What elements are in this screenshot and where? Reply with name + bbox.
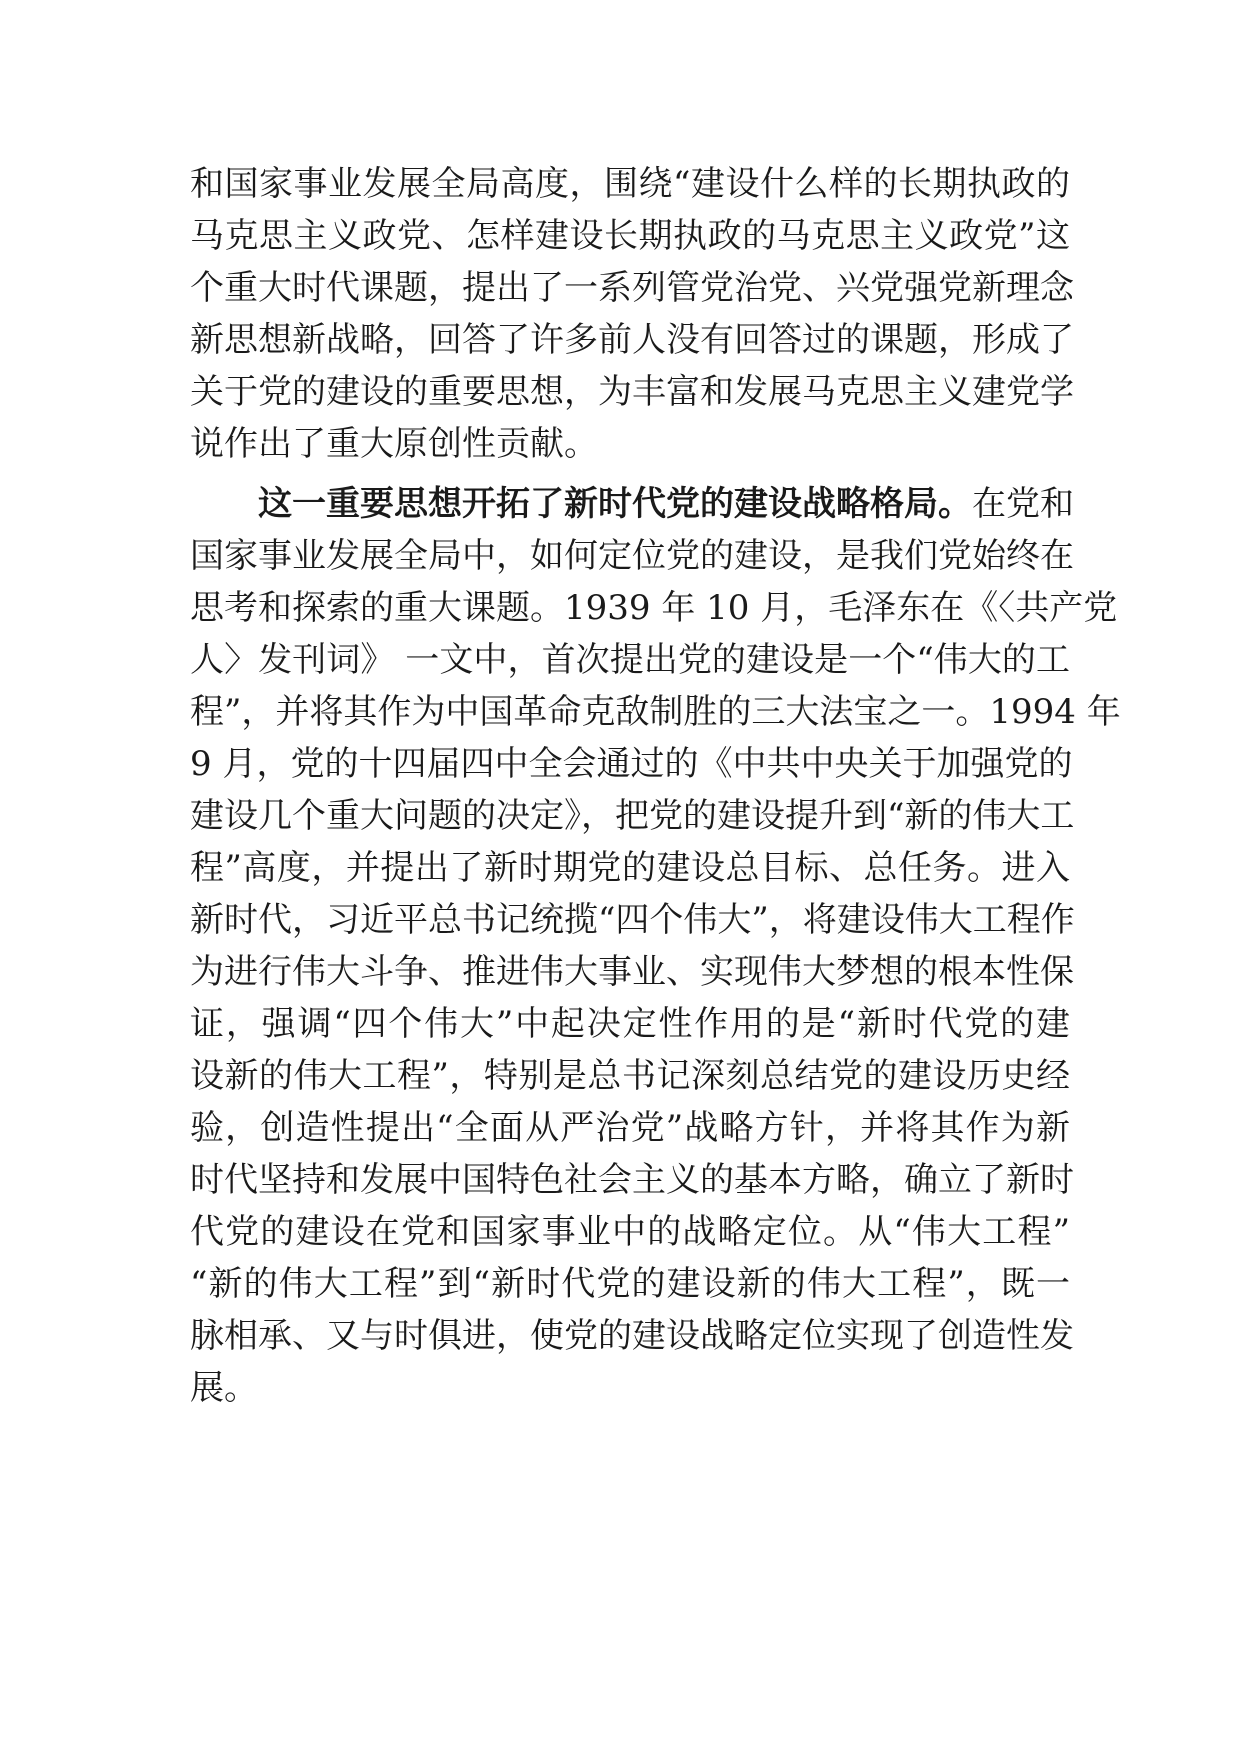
paragraph-line: 说作出了重大原创性贡献。 (190, 424, 598, 464)
paragraph-line: 程”，并将其作为中国革命克敌制胜的三大法宝之一。1994 年 (190, 692, 1121, 732)
paragraph-line: “新的伟大工程”到“新时代党的建设新的伟大工程”，既一 (190, 1264, 1070, 1304)
paragraph-line: 设新的伟大工程”，特别是总书记深刻总结党的建设历史经 (190, 1056, 1070, 1096)
paragraph-1 (190, 158, 1074, 470)
paragraph-line: 代党的建设在党和国家事业中的战略定位。从“伟大工程” (190, 1212, 1070, 1252)
paragraph-line: 证，强调“四个伟大”中起决定性作用的是“新时代党的建 (190, 1004, 1070, 1044)
paragraph-line: 验，创造性提出“全面从严治党”战略方针，并将其作为新 (190, 1108, 1070, 1148)
paragraph-line: 9 月，党的十四届四中全会通过的《中共中央关于加强党的 (190, 744, 1073, 784)
paragraph-line: 国家事业发展全局中，如何定位党的建设，是我们党始终在 (190, 536, 1074, 576)
paragraph-line: 时代坚持和发展中国特色社会主义的基本方略，确立了新时 (190, 1160, 1074, 1200)
paragraph-line: 新时代，习近平总书记统揽“四个伟大”，将建设伟大工程作 (190, 900, 1075, 940)
paragraph-line: 思考和探索的重大课题。1939 年 10 月，毛泽东在《〈共产党 (190, 588, 1118, 628)
paragraph-line: 建设几个重大问题的决定》，把党的建设提升到“新的伟大工 (190, 796, 1075, 836)
paragraph-line: 个重大时代课题，提出了一系列管党治党、兴党强党新理念 (190, 268, 1074, 308)
paragraph-line: 为进行伟大斗争、推进伟大事业、实现伟大梦想的根本性保 (190, 952, 1074, 992)
paragraph-first-line (190, 478, 1074, 530)
paragraph-line: 马克思主义政党、怎样建设长期执政的马克思主义政党”这 (190, 216, 1070, 256)
paragraph-line: 新思想新战略，回答了许多前人没有回答过的课题，形成了 (190, 320, 1074, 360)
bold-lead-sentence: 这一重要思想开拓了新时代党的建设战略格局。 (258, 484, 972, 524)
first-line-rest: 在党和 (972, 484, 1074, 524)
paragraph-line: 和国家事业发展全局高度，围绕“建设什么样的长期执政的 (190, 164, 1070, 204)
paragraph-line: 脉相承、又与时俱进，使党的建设战略定位实现了创造性发 (190, 1316, 1074, 1356)
paragraph-line: 人〉发刊词》 一文中，首次提出党的建设是一个“伟大的工 (190, 640, 1070, 680)
document-body (190, 158, 1121, 1414)
paragraph-2 (190, 478, 1121, 1414)
paragraph-line: 程”高度，并提出了新时期党的建设总目标、总任务。进入 (190, 848, 1070, 888)
paragraph-line: 展。 (190, 1368, 258, 1408)
paragraph-line: 关于党的建设的重要思想，为丰富和发展马克思主义建党学 (190, 372, 1074, 412)
